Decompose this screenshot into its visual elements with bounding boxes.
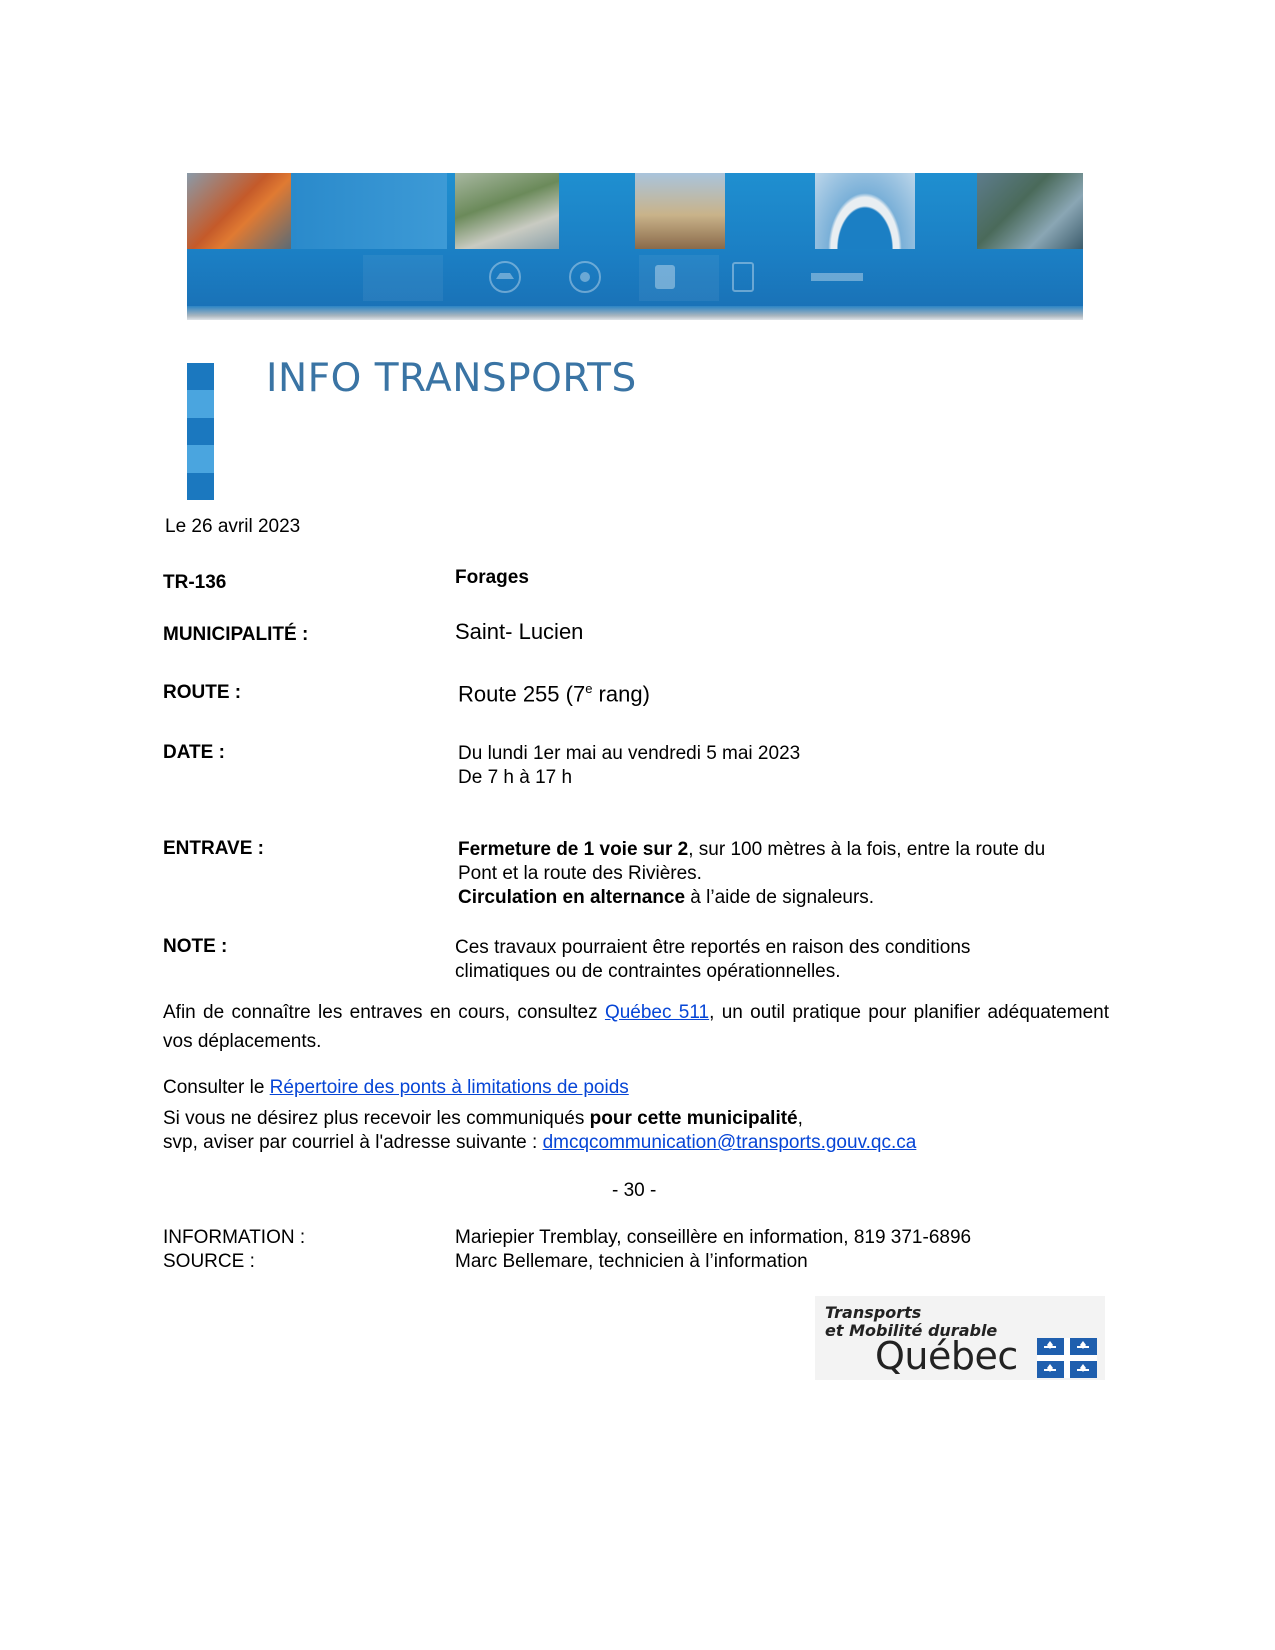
quebec-transports-logo — [815, 1296, 1105, 1380]
unsubscribe-text: Si vous ne désirez plus recevoir les communiqués pour cette municipalité, svp, aviser par courriel à l'adresse suivante : dmcqcommunication@transports.gouv.qc.ca — [163, 1108, 917, 1153]
information-label: INFORMATION : — [163, 1227, 306, 1248]
city-photo — [635, 173, 725, 249]
notice-number: TR-136 — [163, 572, 227, 593]
bus-icon — [647, 259, 683, 295]
date-value: Du lundi 1er mai au vendredi 5 mai 2023 De 7 h à 17 h — [458, 743, 801, 788]
source-label: SOURCE : — [163, 1251, 255, 1272]
workers-photo — [187, 173, 291, 249]
note-label: NOTE : — [163, 936, 228, 957]
repertoire-link[interactable]: Répertoire des ponts à limitations de poids — [269, 1077, 629, 1098]
email-link[interactable]: dmcqcommunication@transports.gouv.qc.ca — [542, 1132, 917, 1153]
info-paragraph: Afin de connaître les entraves en cours, consultez Québec 511, un outil pratique pour planifier adéquatement vos déplacements. — [163, 1002, 1109, 1052]
banner-tile — [363, 255, 443, 301]
route-value: Route 255 (7e rang) — [458, 681, 650, 707]
511-sign-icon — [725, 259, 761, 295]
road-icon — [807, 259, 867, 295]
entrave-value: Fermeture de 1 voie sur 2, sur 100 mètres à la fois, entre la route du Pont et la route des Rivières. Circulation en alternance à l’aide de signaleurs. — [458, 839, 1046, 908]
date-label: DATE : — [163, 742, 225, 763]
page-title: INFO TRANSPORTS — [266, 356, 637, 401]
car-icon — [487, 259, 523, 295]
entrave-label: ENTRAVE : — [163, 838, 264, 859]
bus-photo — [977, 173, 1083, 249]
municipality-value: Saint- Lucien — [455, 619, 584, 644]
logo-line-1: Transports — [825, 1303, 922, 1322]
photo-strip-blue — [291, 173, 447, 249]
header-banner — [187, 173, 1083, 320]
bridge-photo — [815, 173, 915, 249]
notice-subject: Forages — [455, 567, 529, 588]
highway-photo — [455, 173, 559, 249]
repertoire-line: Consulter le Répertoire des ponts à limitations de poids — [163, 1077, 629, 1098]
banner-shadow — [187, 306, 1083, 320]
steering-wheel-icon — [567, 259, 603, 295]
page-number: - 30 - — [612, 1180, 657, 1201]
issue-date: Le 26 avril 2023 — [165, 516, 301, 537]
note-value: Ces travaux pourraient être reportés en raison des conditions climatiques ou de contraintes opérationnelles. — [455, 937, 971, 982]
municipality-label: MUNICIPALITÉ : — [163, 624, 309, 645]
logo-name: Québec — [875, 1334, 1018, 1378]
quebec-flag-icon — [1037, 1338, 1097, 1383]
source-value: Marc Bellemare, technicien à l’information — [455, 1251, 808, 1272]
route-label: ROUTE : — [163, 682, 242, 703]
information-value: Mariepier Tremblay, conseillère en information, 819 371-6896 — [455, 1227, 972, 1248]
title-accent-bar — [187, 363, 214, 500]
quebec-511-link[interactable]: Québec 511 — [604, 1002, 710, 1023]
logo-line-2: et Mobilité durable — [825, 1321, 998, 1340]
